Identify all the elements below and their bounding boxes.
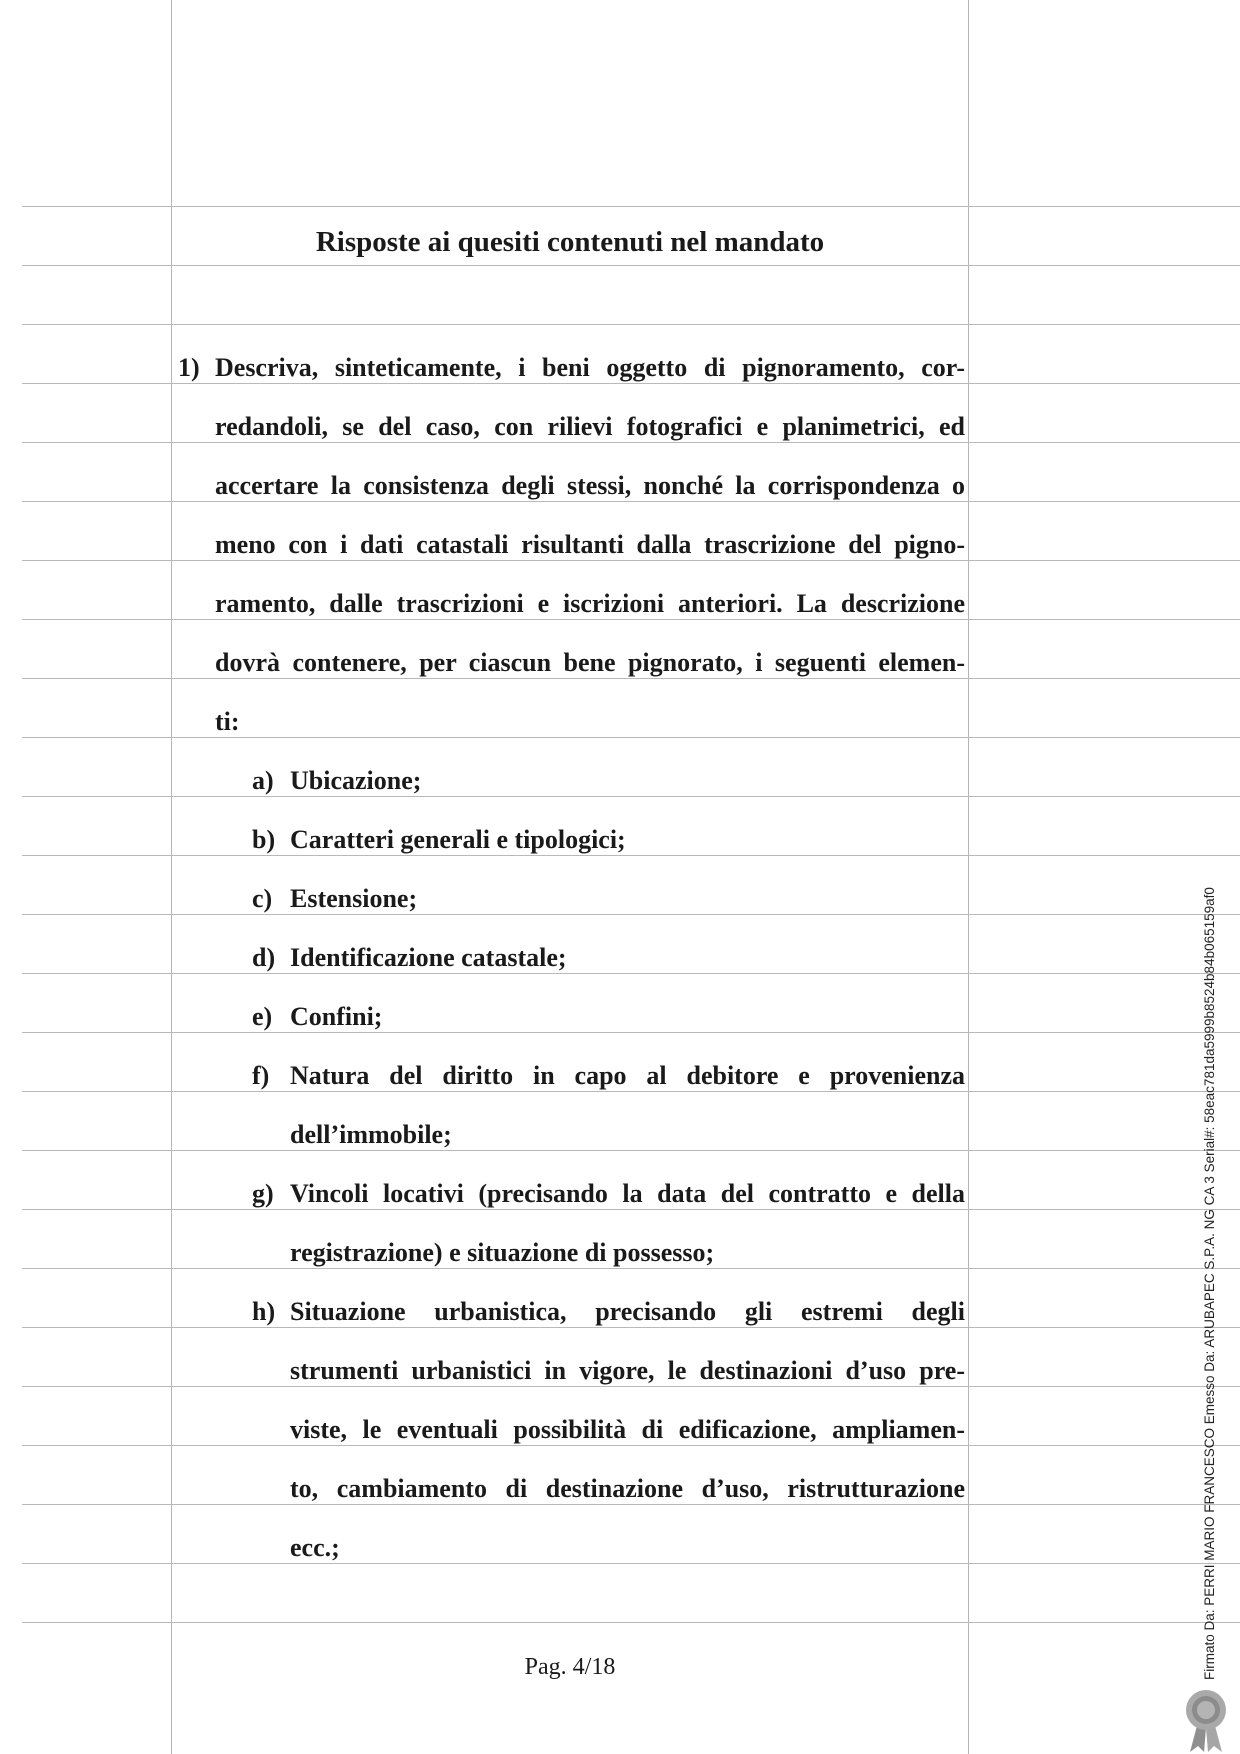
digital-signature-text: Firmato Da: PERRI MARIO FRANCESCO Emesso Da: ARUBAPEC S.P.A. NG CA 3 Serial#: 58eac781da5999b8524b84b065159af0 bbox=[1202, 887, 1217, 1680]
left-margin-rule bbox=[171, 0, 172, 1754]
ruled-line bbox=[22, 1150, 1240, 1151]
ruled-line bbox=[22, 1091, 1240, 1092]
item-text: Confini; bbox=[290, 1002, 383, 1031]
ruled-line bbox=[22, 324, 1240, 325]
item-label: b) bbox=[252, 825, 276, 854]
ruled-line bbox=[22, 265, 1240, 266]
question-line: dovrà contenere, per ciascun bene pignorato, i seguenti elemen- bbox=[215, 648, 965, 677]
ruled-line bbox=[22, 1386, 1240, 1387]
item-text: Natura del diritto in capo al debitore e provenienza bbox=[290, 1061, 965, 1090]
item-label: f) bbox=[252, 1061, 270, 1090]
item-text: ecc.; bbox=[290, 1533, 340, 1562]
ruled-line bbox=[22, 206, 1240, 207]
item-label: e) bbox=[252, 1002, 273, 1031]
question-line: accertare la consistenza degli stessi, nonché la corrispondenza o bbox=[215, 471, 965, 500]
ruled-line bbox=[22, 1622, 1240, 1623]
question-line: Descriva, sinteticamente, i beni oggetto di pignoramento, cor- bbox=[215, 353, 965, 382]
right-margin-rule bbox=[968, 0, 969, 1754]
item-text: to, cambiamento di destinazione d’uso, ristrutturazione bbox=[290, 1474, 965, 1503]
ruled-line bbox=[22, 796, 1240, 797]
ruled-line bbox=[22, 383, 1240, 384]
item-text: dell’immobile; bbox=[290, 1120, 452, 1149]
item-label: d) bbox=[252, 943, 276, 972]
item-label: h) bbox=[252, 1297, 276, 1326]
ruled-line bbox=[22, 1563, 1240, 1564]
ruled-line bbox=[22, 1327, 1240, 1328]
ruled-line bbox=[22, 1268, 1240, 1269]
item-text: Situazione urbanistica, precisando gli estremi degli bbox=[290, 1297, 965, 1326]
ruled-line bbox=[22, 442, 1240, 443]
ruled-line bbox=[22, 501, 1240, 502]
item-label: g) bbox=[252, 1179, 274, 1208]
ruled-line bbox=[22, 619, 1240, 620]
item-label: a) bbox=[252, 766, 274, 795]
question-line: meno con i dati catastali risultanti dalla trascrizione del pigno- bbox=[215, 530, 965, 559]
item-text: Identificazione catastale; bbox=[290, 943, 567, 972]
question-line: redandoli, se del caso, con rilievi fotografici e planimetrici, ed bbox=[215, 412, 965, 441]
ruled-line bbox=[22, 973, 1240, 974]
item-text: Estensione; bbox=[290, 884, 418, 913]
question-line: ramento, dalle trascrizioni e iscrizioni anteriori. La descrizione bbox=[215, 589, 965, 618]
ruled-line bbox=[22, 1504, 1240, 1505]
ruled-line bbox=[22, 855, 1240, 856]
item-text: viste, le eventuali possibilità di edificazione, ampliamen- bbox=[290, 1415, 965, 1444]
item-text: Caratteri generali e tipologici; bbox=[290, 825, 626, 854]
item-text: strumenti urbanistici in vigore, le destinazioni d’uso pre- bbox=[290, 1356, 965, 1385]
question-line: ti: bbox=[215, 707, 240, 736]
ruled-line bbox=[22, 678, 1240, 679]
seal-icon bbox=[1180, 1688, 1232, 1754]
item-text: registrazione) e situazione di possesso; bbox=[290, 1238, 715, 1267]
ruled-line bbox=[22, 914, 1240, 915]
ruled-line bbox=[22, 1209, 1240, 1210]
item-label: c) bbox=[252, 884, 273, 913]
item-text: Vincoli locativi (precisando la data del contratto e della bbox=[290, 1179, 965, 1208]
ruled-line bbox=[22, 737, 1240, 738]
question-number: 1) bbox=[178, 353, 200, 382]
ruled-line bbox=[22, 1445, 1240, 1446]
page-title: Risposte ai quesiti contenuti nel mandato bbox=[315, 226, 825, 258]
item-text: Ubicazione; bbox=[290, 766, 422, 795]
page-number: Pag. 4/18 bbox=[524, 1654, 616, 1680]
ruled-line bbox=[22, 1032, 1240, 1033]
ruled-line bbox=[22, 560, 1240, 561]
